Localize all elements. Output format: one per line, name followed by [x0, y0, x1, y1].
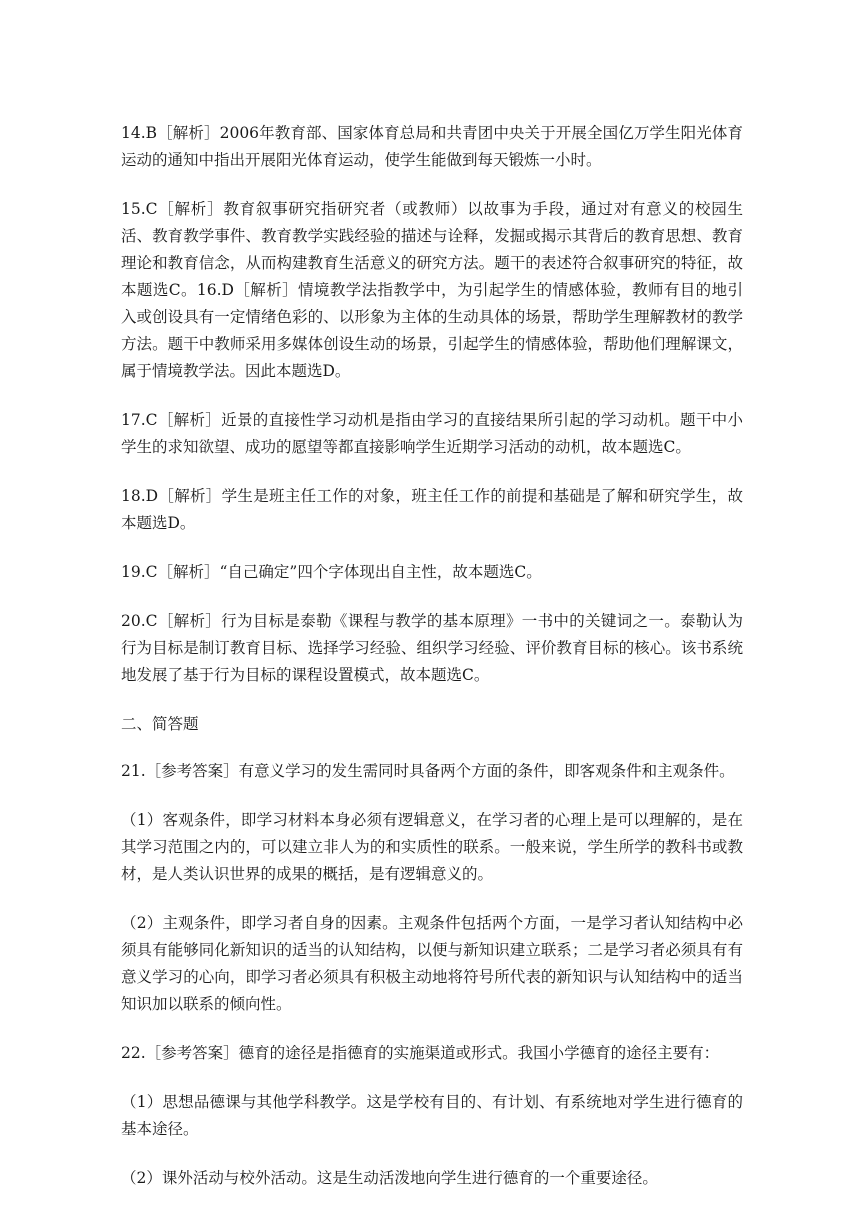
answer-18: 18.D［解析］学生是班主任工作的对象，班主任工作的前提和基础是了解和研究学生，故本题选D。 [121, 487, 743, 532]
answer-22-point-1: （1）思想品德课与其他学科教学。这是学校有目的、有计划、有系统地对学生进行德育的基本途径。 [121, 1093, 743, 1138]
answer-21-point-1: （1）客观条件，即学习材料本身必须有逻辑意义，在学习者的心理上是可以理解的，是在其学习范围之内的，可以建立非人为的和实质性的联系。一般来说，学生所学的教科书或教材，是人类认识世界的成果的概括，是有逻辑意义的。 [121, 811, 743, 883]
answer-21: 21.［参考答案］有意义学习的发生需同时具备两个方面的条件，即客观条件和主观条件。 [121, 762, 735, 780]
answer-19: 19.C［解析］“自己确定”四个字体现出自主性，故本题选C。 [121, 563, 542, 581]
section-heading-short-answer: 二、简答题 [121, 715, 199, 733]
answer-22: 22.［参考答案］德育的途径是指德育的实施渠道或形式。我国小学德育的途径主要有： [121, 1044, 720, 1062]
answer-17: 17.C［解析］近景的直接性学习动机是指由学习的直接结果所引起的学习动机。题干中小学生的求知欲望、成功的愿望等都直接影响学生近期学习活动的动机，故本题选C。 [121, 411, 743, 456]
document-page [121, 120, 743, 1214]
answer-20: 20.C［解析］行为目标是泰勒《课程与教学的基本原理》一书中的关键词之一。泰勒认为行为目标是制订教育目标、选择学习经验、组织学习经验、评价教育目标的核心。该书系统地发展了基于行为目标的课程设置模式，故本题选C。 [121, 612, 743, 684]
answer-15-16: 15.C［解析］教育叙事研究指研究者（或教师）以故事为手段，通过对有意义的校园生活、教育教学事件、教育教学实践经验的描述与诠释，发掘或揭示其背后的教育思想、教育理论和教育信念，从而构建教育生活意义的研究方法。题干的表述符合叙事研究的特征，故本题选C。16.D［解析］情境教学法指教学中，为引起学生的情感体验，教师有目的地引入或创设具有一定情绪色彩的、以形象为主体的生动具体的场景，帮助学生理解教材的教学方法。题干中教师采用多媒体创设生动的场景，引起学生的情感体验，帮助他们理解课文，属于情境教学法。因此本题选D。 [121, 200, 743, 380]
answer-14: 14.B［解析］2006年教育部、国家体育总局和共青团中央关于开展全国亿万学生阳光体育运动的通知中指出开展阳光体育运动，使学生能做到每天锻炼一小时。 [121, 124, 743, 169]
answer-22-point-2: （2）课外活动与校外活动。这是生动活泼地向学生进行德育的一个重要途径。 [121, 1169, 658, 1187]
answer-21-point-2: （2）主观条件，即学习者自身的因素。主观条件包括两个方面，一是学习者认知结构中必须具有能够同化新知识的适当的认知结构，以便与新知识建立联系；二是学习者必须具有有意义学习的心向，即学习者必须具有积极主动地将符号所代表的新知识与认知结构中的适当知识加以联系的倾向性。 [121, 914, 743, 1013]
